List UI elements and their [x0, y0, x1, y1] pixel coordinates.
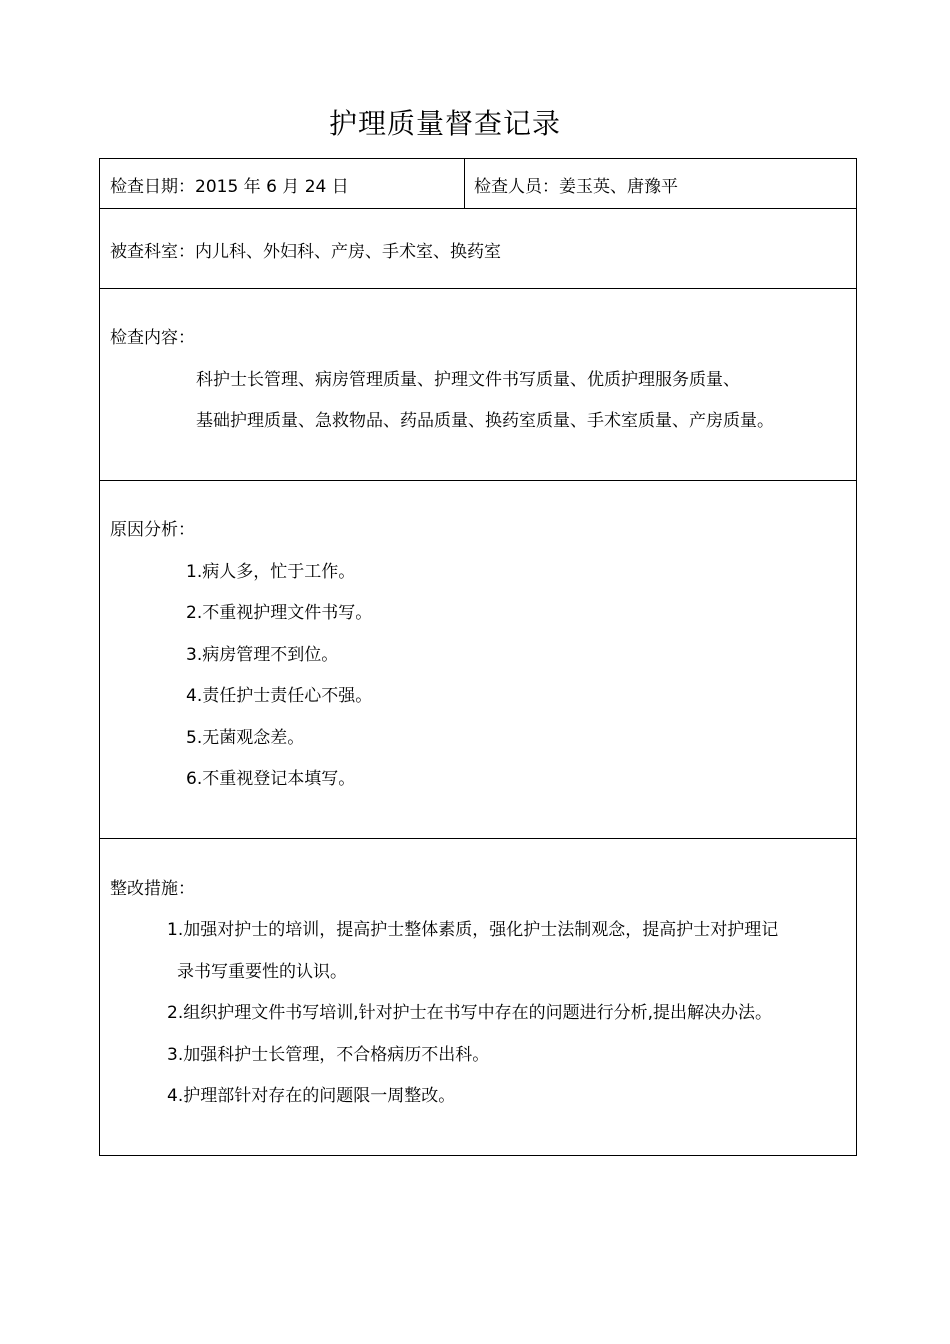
reason-item: 2.不重视护理文件书写。: [186, 603, 373, 623]
departments-row: [100, 209, 857, 289]
date-inspector-row: [100, 159, 857, 209]
reasons-row: [100, 481, 857, 839]
measure-line: 2.组织护理文件书写培训,针对护士在书写中存在的问题进行分析,提出解决办法。: [167, 1003, 773, 1023]
reason-item: 4.责任护士责任心不强。: [186, 686, 373, 706]
content-row: [100, 289, 857, 481]
inspection-date: 检查日期：2015 年 6 月 24 日: [110, 177, 349, 197]
measure-line: 3.加强科护士长管理，不合格病历不出科。: [167, 1045, 490, 1065]
measure-line: 录书写重要性的认识。: [177, 962, 347, 982]
inspected-departments: 被查科室：内儿科、外妇科、产房、手术室、换药室: [110, 242, 501, 262]
reason-item: 6.不重视登记本填写。: [186, 769, 356, 789]
reasons-heading: 原因分析：: [110, 520, 195, 540]
measure-line: 4.护理部针对存在的问题限一周整改。: [167, 1086, 456, 1106]
content-line: 基础护理质量、急救物品、药品质量、换药室质量、手术室质量、产房质量。: [196, 411, 774, 431]
content-cell: [100, 289, 857, 481]
inspectors: 检查人员：姜玉英、唐豫平: [474, 177, 678, 197]
inspectors-cell: [465, 159, 857, 209]
measures-cell: [100, 839, 857, 1156]
reason-item: 3.病房管理不到位。: [186, 645, 339, 665]
measures-heading: 整改措施：: [110, 879, 195, 899]
measures-row: [100, 839, 857, 1156]
content-line: 科护士长管理、病房管理质量、护理文件书写质量、优质护理服务质量、: [196, 370, 740, 390]
reason-item: 1.病人多，忙于工作。: [186, 562, 356, 582]
content-heading: 检查内容：: [110, 328, 195, 348]
departments-cell: [100, 209, 857, 289]
measure-line: 1.加强对护士的培训，提高护士整体素质，强化护士法制观念，提高护士对护理记: [167, 920, 779, 940]
reasons-cell: [100, 481, 857, 839]
inspection-date-cell: [100, 159, 465, 209]
reason-item: 5.无菌观念差。: [186, 728, 305, 748]
inspection-record-table: [99, 158, 857, 1156]
page-title: 护理质量督查记录: [328, 107, 561, 140]
